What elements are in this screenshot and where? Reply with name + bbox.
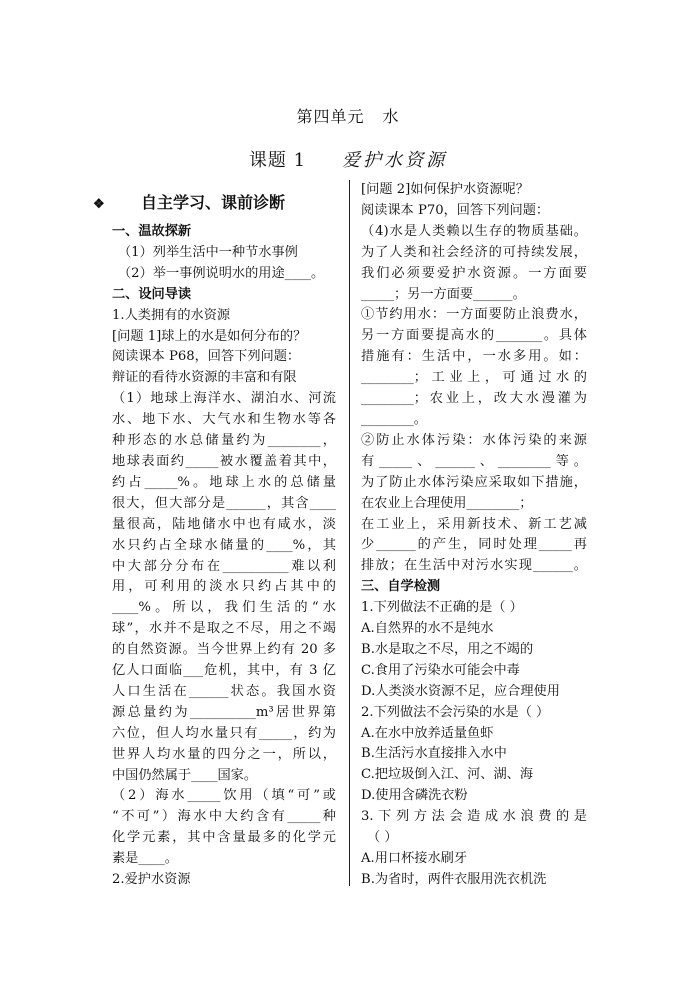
- text-line: 六位，但人均水量只有_____，约为: [112, 725, 336, 741]
- text-line: _____；另一方面要______。: [361, 286, 526, 302]
- text-line: ________。: [361, 411, 427, 427]
- text-line: [问题 1]球上的水是如何分布的？: [112, 328, 307, 344]
- text-line: B.水是取之不尽，用之不竭的: [361, 641, 534, 657]
- text-line: “不可”）海水中大约含有_____种: [112, 809, 336, 825]
- text-line: （4)水是人类赖以生存的物质基础。: [361, 223, 587, 239]
- text-line: 辩证的看待水资源的丰富和有限: [112, 370, 297, 386]
- text-line: 中国仍然属于____国家。: [112, 767, 258, 783]
- text-line: ②防止水体污染：水体污染的来源: [361, 432, 587, 448]
- text-line: A.在水中放养适量鱼虾: [361, 725, 494, 741]
- text-line: ①节约用水：一方面要防止浪费水，: [361, 307, 587, 323]
- text-line: 2.爱护水资源: [112, 872, 191, 888]
- text-line: C.把垃圾倒入江、河、湖、海: [361, 767, 534, 783]
- text-line: C.食用了污染水可能会中毒: [361, 662, 520, 678]
- text-line: 在农业上合理使用________；: [361, 495, 533, 511]
- text-line: 阅读课本 P70，回答下列问题：: [361, 202, 550, 218]
- text-line: 为了防止水体污染应采取如下措施，: [361, 474, 587, 490]
- text-line: 措施有：生活中，一水多用。如：: [361, 349, 587, 365]
- text-line: ________；工业上，可通过水的: [361, 370, 587, 386]
- text-line: 中大部分分布在__________难以利: [112, 558, 336, 574]
- text-line: 我们必须要爱护水资源。一方面要: [361, 265, 587, 281]
- text-line: 人口生活在______状态。我国水资: [112, 683, 336, 699]
- text-line: 另一方面要提高水的_______。具体: [361, 328, 587, 344]
- text-line: A.用口杯接水刷牙: [361, 851, 468, 866]
- unit-title-part2: 水: [382, 107, 400, 126]
- text-line: 化学元素，其中含量最多的化学元: [112, 830, 336, 846]
- text-line: D.使用含磷洗衣粉: [361, 788, 468, 804]
- text-line: ____%。所以，我们生活的“水: [112, 600, 336, 616]
- section-subheading: 二、设问导读: [112, 286, 192, 302]
- text-line: 约占_____%。地球上水的总储量: [112, 474, 336, 490]
- text-line: 地球表面约_____被水覆盖着其中，: [112, 453, 336, 469]
- text-line: 种形态的水总储量约为________，: [112, 433, 336, 449]
- text-line: 很大，但大部分是______，其含____: [112, 495, 336, 511]
- text-line: 有_____、______、________等。: [361, 453, 587, 469]
- text-line: 少______的产生，同时处理_____再: [361, 537, 587, 553]
- text-line: 1.人类拥有的水资源: [112, 307, 231, 323]
- diamond-bullet-icon: ❖: [93, 197, 105, 212]
- text-line: D.人类淡水资源不足，应合理使用: [361, 683, 560, 699]
- section-subheading: 一、温故探新: [112, 224, 192, 239]
- text-line: 球”，水并不是取之不尽，用之不竭: [112, 621, 336, 637]
- text-line: B.为省时，两件衣服用洗衣机洗: [361, 871, 547, 887]
- text-line: 源总量约为__________m³居世界第: [112, 704, 336, 720]
- text-line: [问题 2]如何保护水资源呢？: [361, 182, 529, 197]
- section-heading-text: 自主学习、课前诊断: [141, 193, 286, 212]
- text-line: （1）列举生活中一种节水事例: [118, 244, 298, 260]
- text-line: （2）海水_____饮用（填“可”或: [112, 788, 336, 804]
- lesson-name: 爱护水资源: [342, 150, 448, 171]
- left-column: [112, 222, 336, 891]
- text-line: 阅读课本 P68，回答下列问题：: [112, 349, 301, 365]
- lesson-number: 课题 1: [248, 150, 307, 171]
- unit-title: [0, 104, 696, 127]
- text-line: （2）举一事例说明水的用途____。: [118, 265, 325, 281]
- text-line: 为了人类和社会经济的可持续发展，: [361, 244, 587, 260]
- text-line: 水只约占全球水储量的____%，其: [112, 537, 336, 553]
- text-line: 2.下列做法不会污染的水是（ ）: [361, 704, 550, 720]
- text-line: 世界人均水量的四分之一，所以，: [112, 746, 336, 762]
- text-line: 3.下列方法会造成水浪费的是: [361, 809, 587, 825]
- text-line: B.生活污水直接排入水中: [361, 746, 507, 762]
- text-line: （ ）: [367, 830, 398, 846]
- text-line: 水、地下水、大气水和生物水等各: [112, 412, 336, 428]
- text-line: 排放；在生活中对污水实现______。: [361, 558, 587, 574]
- text-line: （1）地球上海洋水、湖泊水、河流: [112, 391, 336, 407]
- right-column: [361, 180, 587, 891]
- text-line: 在工业上，采用新技术、新工艺减: [361, 516, 587, 532]
- lesson-title: [0, 146, 696, 172]
- text-line: ________；农业上，改大水漫灌为: [361, 391, 587, 407]
- unit-title-part1: 第四单元: [296, 107, 365, 126]
- text-line: 的自然资源。当今世界上约有 20 多: [112, 642, 336, 658]
- text-line: 素是____。: [112, 851, 178, 867]
- section-subheading: 三、自学检测: [361, 579, 441, 595]
- text-line: A.自然界的水不是纯水: [361, 621, 494, 637]
- column-divider: [349, 180, 350, 886]
- text-line: 1.下列做法不正确的是（ ）: [361, 600, 523, 616]
- text-line: 量很高，陆地储水中也有咸水，淡: [112, 516, 336, 532]
- text-line: 用，可利用的淡水只约占其中的: [112, 579, 336, 595]
- section-heading: [93, 190, 333, 213]
- text-line: 亿人口面临___危机，其中，有 3 亿: [112, 663, 336, 679]
